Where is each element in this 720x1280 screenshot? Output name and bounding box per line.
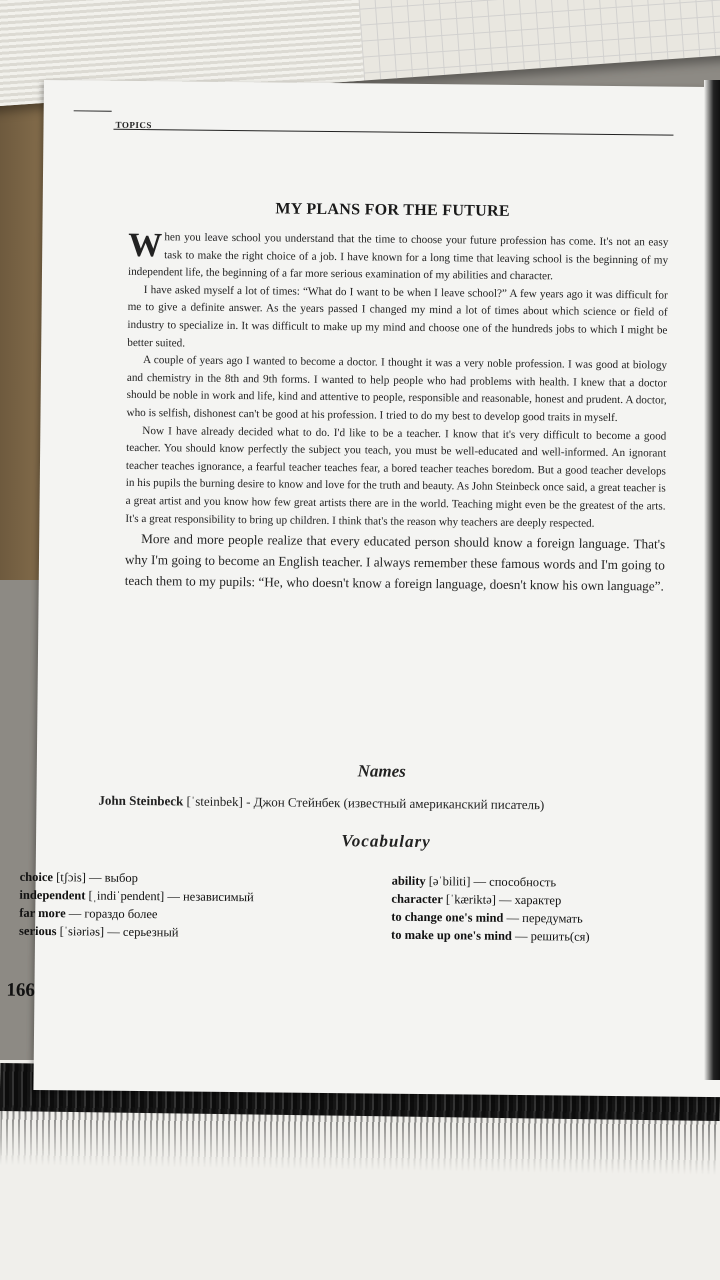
vocabulary-heading: Vocabulary (341, 831, 431, 852)
vocab-definition: [əˈbiliti] — способность (425, 874, 557, 890)
drop-cap: W (128, 226, 163, 265)
vocab-term: far more (19, 905, 66, 921)
page-number: 166 (6, 979, 36, 1001)
notebook-grid (356, 0, 720, 81)
vocabulary-left-column (19, 868, 320, 943)
vocab-definition: — передумать (503, 910, 583, 926)
vocab-definition: — решить(ся) (511, 928, 590, 944)
names-heading: Names (357, 761, 406, 781)
vocab-definition: [ˈsiəriəs] — серьезный (56, 924, 179, 940)
vocab-definition: [ˈkæriktə] — характер (442, 892, 562, 908)
header-rule-short (74, 110, 112, 111)
paragraph-4: Now I have already decided what to do. I'd like to be a teacher. I know that it's very difficult to become a good teacher. You should know perfectly the subject you teach, you must be well-educated and well-informed. An ignorant teacher teaches ignorance, a fearful teacher teaches fear, a bored teacher teaches boredom. But a good teacher develops in his pupils the burning desire to know and love for the truth and beauty. As John Steinbeck once said, a great teacher is a great artist and you know how few great artists there are in the world. Teaching might even be the greatest of the arts. It's a great responsibility to bring up children. I think that's the reason why teachers are deeply respected. (125, 424, 667, 530)
print-noise-fade (0, 1105, 720, 1175)
paragraph-2: I have asked myself a lot of times: “What do I want to be when I leave school?” A few years ago it was difficult for me to give a definite answer. As the years passed I changed my mind a lot of times about which science or field of industry to specialize in. It was difficult to make up my mind and choose one of the hundreds jobs to which I might be better suited. (127, 283, 668, 350)
vocab-item (391, 926, 691, 947)
vocab-definition: [tʃɔis] — выбор (52, 870, 138, 886)
header-rule (113, 129, 673, 136)
vocab-term: serious (19, 923, 57, 939)
vocab-item (19, 922, 319, 943)
page-title: MY PLANS FOR THE FUTURE (275, 200, 510, 220)
printed-page (6, 80, 720, 1097)
names-definition: [ˈsteinbek] - Джон Стейнбек (известный американский писатель) (183, 793, 545, 813)
vocab-definition: [ˌindiˈpendent] — независимый (85, 888, 254, 905)
vocab-term: choice (19, 869, 54, 885)
names-term: John Steinbeck (98, 792, 184, 809)
vocab-term: character (391, 891, 443, 907)
vocabulary-right-column (391, 872, 692, 947)
names-entry (98, 793, 720, 816)
scan-edge-shadow (704, 80, 720, 1080)
vocab-term: to change one's mind (391, 909, 504, 925)
paragraph-5: More and more people realize that every educated person should know a foreign language. That's why I'm going to become an English teacher. I always remember these famous words and I'm going to teach them to my pupils: “He, who doesn't know a foreign language, doesn't know his own language”. (124, 531, 666, 594)
vocab-term: to make up one's mind (390, 927, 512, 943)
vocab-term: independent (19, 887, 86, 903)
section-label: TOPICS (115, 119, 152, 131)
vocab-definition: — гораздо более (65, 906, 158, 922)
vocab-term: ability (391, 873, 426, 889)
paragraph-1 (127, 226, 669, 287)
paragraph-1-text: hen you leave school you understand that the time to choose your future profession has come. It's not an easy task to make the right choice of a job. I have known for a long time that leaving school is the beginning of my independent life, the beginning of a far more serious examination of my abilities and character. (127, 231, 669, 283)
article-body (124, 226, 669, 597)
paragraph-3: A couple of years ago I wanted to become a doctor. I thought it was a very noble profession. I was good at biology and chemistry in the 8th and 9th forms. I wanted to help people who had problems with health. I knew that a doctor should be noble in work and life, kind and attentive to people, responsible and reasonable, honest and prudent. A doctor, who is selfish, dishonest can't be good at his profession. I tried to do my best to develop good traits in myself. (126, 354, 668, 424)
